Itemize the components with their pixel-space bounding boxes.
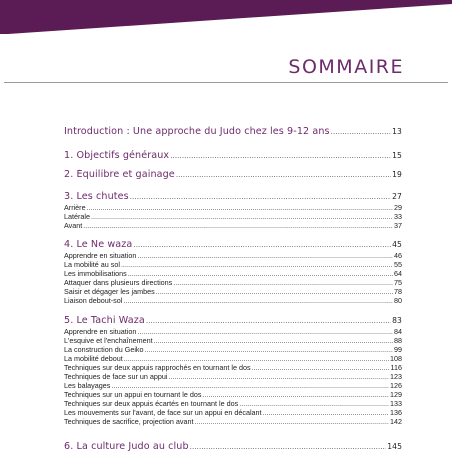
dot-leader [121,260,393,269]
toc-entry-title: Techniques de face sur un appui [64,372,168,381]
toc-page-number: 133 [390,399,402,408]
toc-page-number: 19 [392,170,402,179]
toc-entry-title: Les immobilisations [64,269,127,278]
toc-entry-title: 6. La culture Judo au club [64,441,189,452]
toc-entry[interactable] [64,296,402,305]
toc-page-number: 75 [394,278,402,287]
table-of-contents [64,126,402,453]
toc-entry-title: Techniques sur deux appuis rapprochés en tournant le dos [64,363,251,372]
dot-leader [194,417,389,426]
toc-entry[interactable] [64,221,402,230]
toc-entry[interactable] [64,278,402,287]
toc-entry[interactable] [64,260,402,269]
toc-entry-title: Apprendre en situation [64,327,137,336]
dot-leader [190,442,387,453]
toc-page-number: 145 [387,442,402,451]
toc-entry[interactable] [64,381,402,390]
dot-leader [91,212,393,221]
toc-page-number: 88 [394,336,402,345]
toc-page-number: 33 [394,212,402,221]
dot-leader [87,203,393,212]
dot-leader [202,390,389,399]
toc-entry[interactable] [64,372,402,381]
dot-leader [130,192,391,203]
toc-page-number: 108 [390,354,402,363]
toc-page-number: 99 [394,345,402,354]
toc-entry-title: 1. Objectifs généraux [64,150,170,161]
toc-entry-title: 4. Le Ne waza [64,239,133,250]
toc-page-number: 80 [394,296,402,305]
dot-leader [331,127,391,138]
toc-page-number: 45 [392,240,402,249]
toc-entry[interactable] [64,269,402,278]
toc-entry-title: Les balayages [64,381,111,390]
toc-page-number: 84 [394,327,402,336]
toc-page-number: 142 [390,417,402,426]
toc-entry[interactable] [64,251,402,260]
title-divider [4,82,448,83]
dot-leader [146,316,391,327]
toc-entry[interactable] [64,345,402,354]
dot-leader [239,399,389,408]
toc-entry[interactable] [64,408,402,417]
toc-entry[interactable] [64,354,402,363]
page-title: SOMMAIRE [288,56,404,78]
dot-leader [128,269,393,278]
toc-page-number: 116 [390,363,402,372]
toc-entry[interactable] [64,417,402,426]
dot-leader [252,363,390,372]
toc-section-entry[interactable] [64,150,402,162]
dot-leader [123,296,393,305]
toc-page-number: 55 [394,260,402,269]
dot-leader [137,327,393,336]
toc-page-number: 15 [392,151,402,160]
toc-entry-title: Arrière [64,203,86,212]
dot-leader [263,408,389,417]
toc-entry-title: La construction du Geiko [64,345,144,354]
toc-entry-title: Techniques de sacrifice, projection avant [64,417,194,426]
dot-leader [137,251,393,260]
toc-page-number: 27 [392,192,402,201]
toc-entry-title: La mobilité au sol [64,260,120,269]
toc-page-number: 29 [394,203,402,212]
toc-page-number: 78 [394,287,402,296]
dot-leader [156,287,393,296]
toc-section-entry[interactable] [64,441,402,453]
dot-leader [133,240,391,251]
toc-entry-title: Avant [64,221,83,230]
toc-section-entry[interactable] [64,191,402,203]
dot-leader [176,170,391,181]
toc-section-entry[interactable] [64,126,402,138]
toc-entry[interactable] [64,327,402,336]
toc-entry-title: Apprendre en situation [64,251,137,260]
dot-leader [169,372,390,381]
toc-entry-title: 5. Le Tachi Waza [64,315,145,326]
toc-entry-title: L'esquive et l'enchaînement [64,336,153,345]
toc-page-number: 13 [392,127,402,136]
toc-entry-title: Attaquer dans plusieurs directions [64,278,173,287]
toc-entry[interactable] [64,390,402,399]
toc-section-entry[interactable] [64,315,402,327]
dot-leader [170,151,391,162]
toc-entry-title: La mobilité debout [64,354,123,363]
toc-page-number: 83 [392,316,402,325]
dot-leader [83,221,393,230]
header-banner [0,0,452,34]
toc-page-number: 136 [390,408,402,417]
toc-section-entry[interactable] [64,169,402,181]
toc-section-entry[interactable] [64,239,402,251]
dot-leader [173,278,393,287]
dot-leader [111,381,389,390]
toc-entry[interactable] [64,287,402,296]
toc-entry-title: Techniques sur un appui en tournant le dos [64,390,202,399]
toc-entry[interactable] [64,363,402,372]
toc-entry-title: Introduction : Une approche du Judo chez les 9-12 ans [64,126,330,137]
toc-entry[interactable] [64,399,402,408]
toc-page-number: 126 [390,381,402,390]
toc-page-number: 129 [390,390,402,399]
toc-page-number: 123 [390,372,402,381]
toc-entry-title: Liaison debout-sol [64,296,123,305]
toc-entry-title: Saisir et dégager les jambes [64,287,155,296]
toc-entry-title: Les mouvements sur l'avant, de face sur un appui en décalant [64,408,262,417]
toc-entry-title: 3. Les chutes [64,191,129,202]
dot-leader [145,345,393,354]
toc-page-number: 37 [394,221,402,230]
toc-entry-title: Techniques sur deux appuis écartés en tournant le dos [64,399,239,408]
toc-entry-title: 2. Équilibre et gainage [64,169,175,180]
dot-leader [124,354,389,363]
toc-entry[interactable] [64,336,402,345]
header-banner-shape [0,0,452,34]
toc-page-number: 64 [394,269,402,278]
toc-entry[interactable] [64,203,402,212]
toc-entry-title: Latérale [64,212,90,221]
toc-page-number: 46 [394,251,402,260]
dot-leader [154,336,393,345]
toc-entry[interactable] [64,212,402,221]
